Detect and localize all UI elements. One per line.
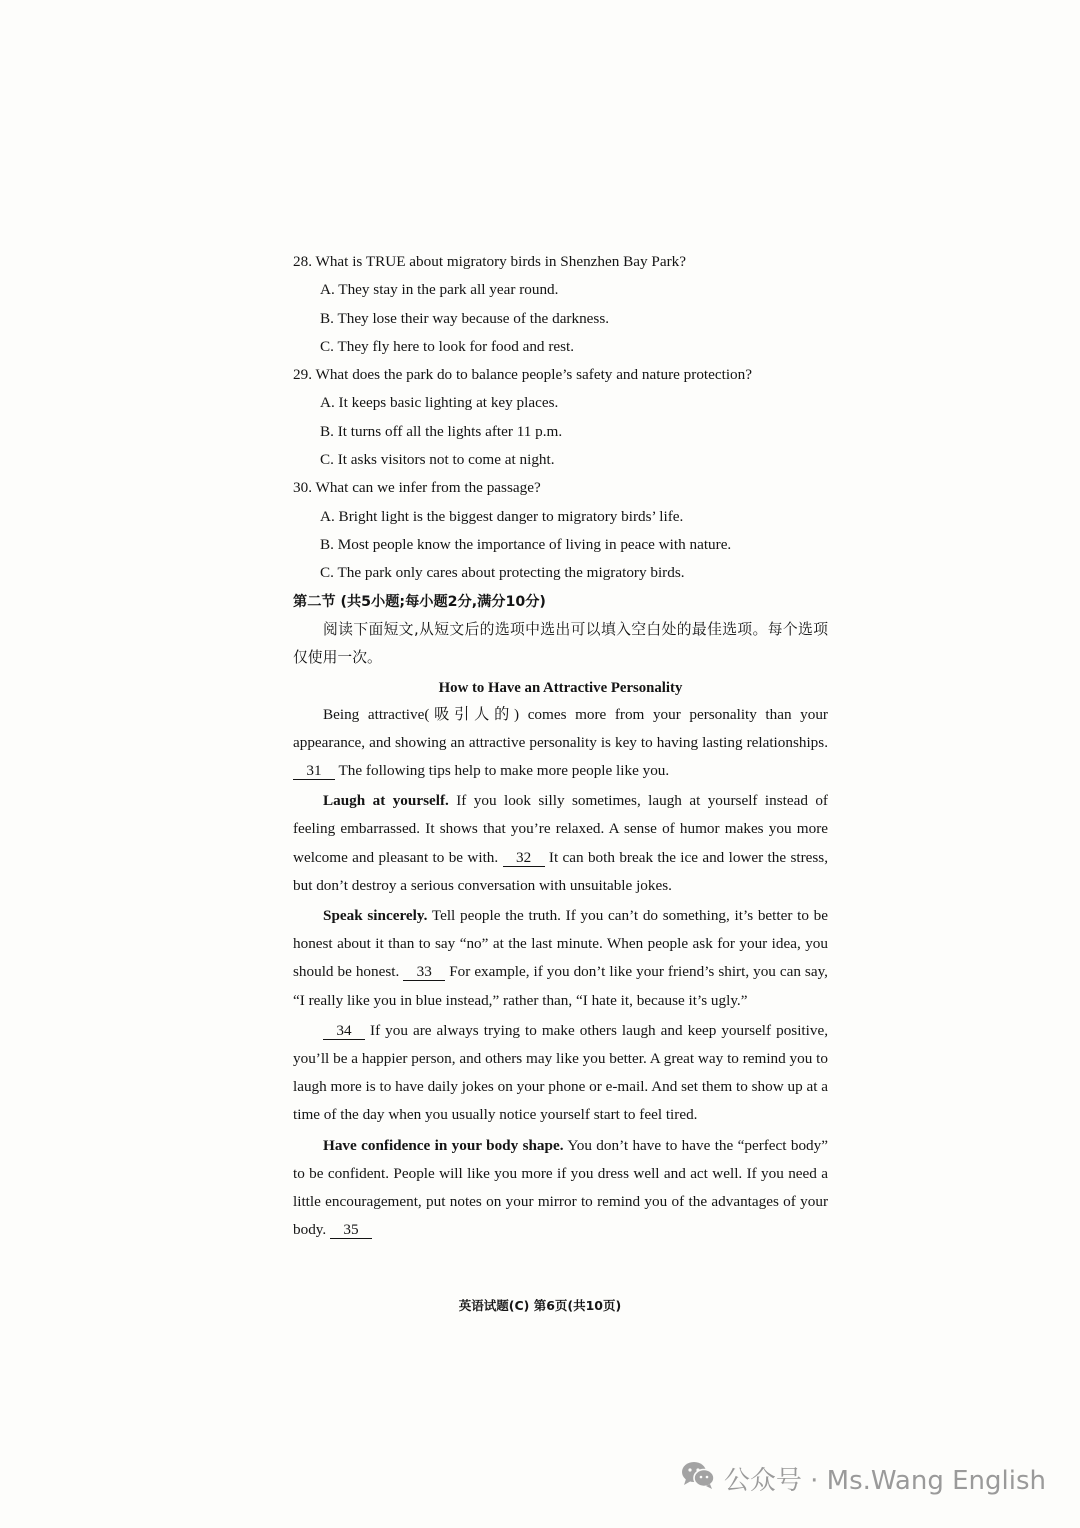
passage-paragraph-2 [293,787,828,900]
paragraph-text: It can both break the ice and lower the stress, but don’t destroy a serious conversation with unsuitable jokes. [293,848,829,894]
passage-title: How to Have an Attractive Personality [438,679,683,696]
section-instruction: 阅读下面短文,从短文后的选项中选出可以填入空白处的最佳选项。每个选项仅使用一次。 [293,620,828,667]
question-29 [293,361,828,474]
tip-heading: Speak sincerely. [323,906,428,924]
paragraph-text: If you look silly sometimes, laugh at yourself instead of feeling embarrassed. It shows that you’re relaxed. A sense of humor makes you more welcome and pleasant to be with. [293,792,828,866]
blank-33: 33 [403,963,445,981]
passage-paragraph-1 [293,701,828,786]
option-b: B. Most people know the importance of living in peace with nature. [320,535,732,553]
question-stem: 28. What is TRUE about migratory birds in Shenzhen Bay Park? [293,253,686,270]
watermark-text: 公众号 · Ms.Wang English [723,1465,1046,1496]
option-b: B. They lose their way because of the darkness. [320,309,610,327]
option-c: C. It asks visitors not to come at night. [320,451,555,469]
paragraph-text: The following tips help to make more people like you. [335,761,670,779]
blank-32: 32 [503,849,545,867]
paragraph-text: Tell people the truth. If you can’t do something, it’s better to be honest about it than to say “no” at the last minute. When people ask for your idea, you should be honest. [293,906,828,981]
question-28 [293,248,828,361]
watermark [680,1460,1046,1496]
option-a: A. It keeps basic lighting at key places. [320,394,559,412]
blank-31: 31 [293,762,335,780]
paragraph-text: If you are always trying to make others laugh and keep yourself positive, you’ll be a happier person, and others may like you better. A great way to remind you to laugh more is to have daily jokes on your phone or e-mail. And set them to show up at a time of the day when you usually notice yourself start to feel tired. [293,1021,828,1124]
paragraph-text: Being attractive(吸引人的) comes more from your personality than your appearance, and showing an attractive personality is key to having lasting relationships. [293,705,828,751]
passage-paragraph-3 [293,902,828,1015]
paragraph-text: For example, if you don’t like your friend’s shirt, you can say, “I really like you in blue instead,” rather than, “I hate it, because it’s ugly.” [293,963,828,1009]
question-stem: 29. What does the park do to balance people’s safety and nature protection? [293,366,752,384]
page-content [293,248,828,1244]
option-a: A. They stay in the park all year round. [320,281,559,299]
passage-paragraph-4 [293,1017,828,1130]
tip-heading: Laugh at yourself. [323,792,449,810]
blank-34: 34 [323,1022,365,1040]
passage-paragraph-5 [293,1132,828,1245]
section-heading: 第二节 (共5小题;每小题2分,满分10分) [293,593,546,610]
option-a: A. Bright light is the biggest danger to migratory birds’ life. [320,507,684,525]
wechat-icon [680,1460,716,1497]
option-c: C. They fly here to look for food and rest. [320,337,575,355]
question-stem: 30. What can we infer from the passage? [293,479,541,497]
tip-heading: Have confidence in your body shape. [323,1136,564,1154]
option-c: C. The park only cares about protecting the migratory birds. [320,564,685,582]
question-30 [293,474,828,587]
blank-35: 35 [330,1221,372,1239]
option-b: B. It turns off all the lights after 11 p.m. [320,422,563,440]
page-footer: 英语试题(C) 第6页(共10页) [458,1298,622,1313]
paragraph-text: You don’t have to have the “perfect body” to be confident. People will like you more if you dress well and act well. If you need a little encouragement, put notes on your mirror to remind you of the advantages of your body. [293,1136,828,1239]
